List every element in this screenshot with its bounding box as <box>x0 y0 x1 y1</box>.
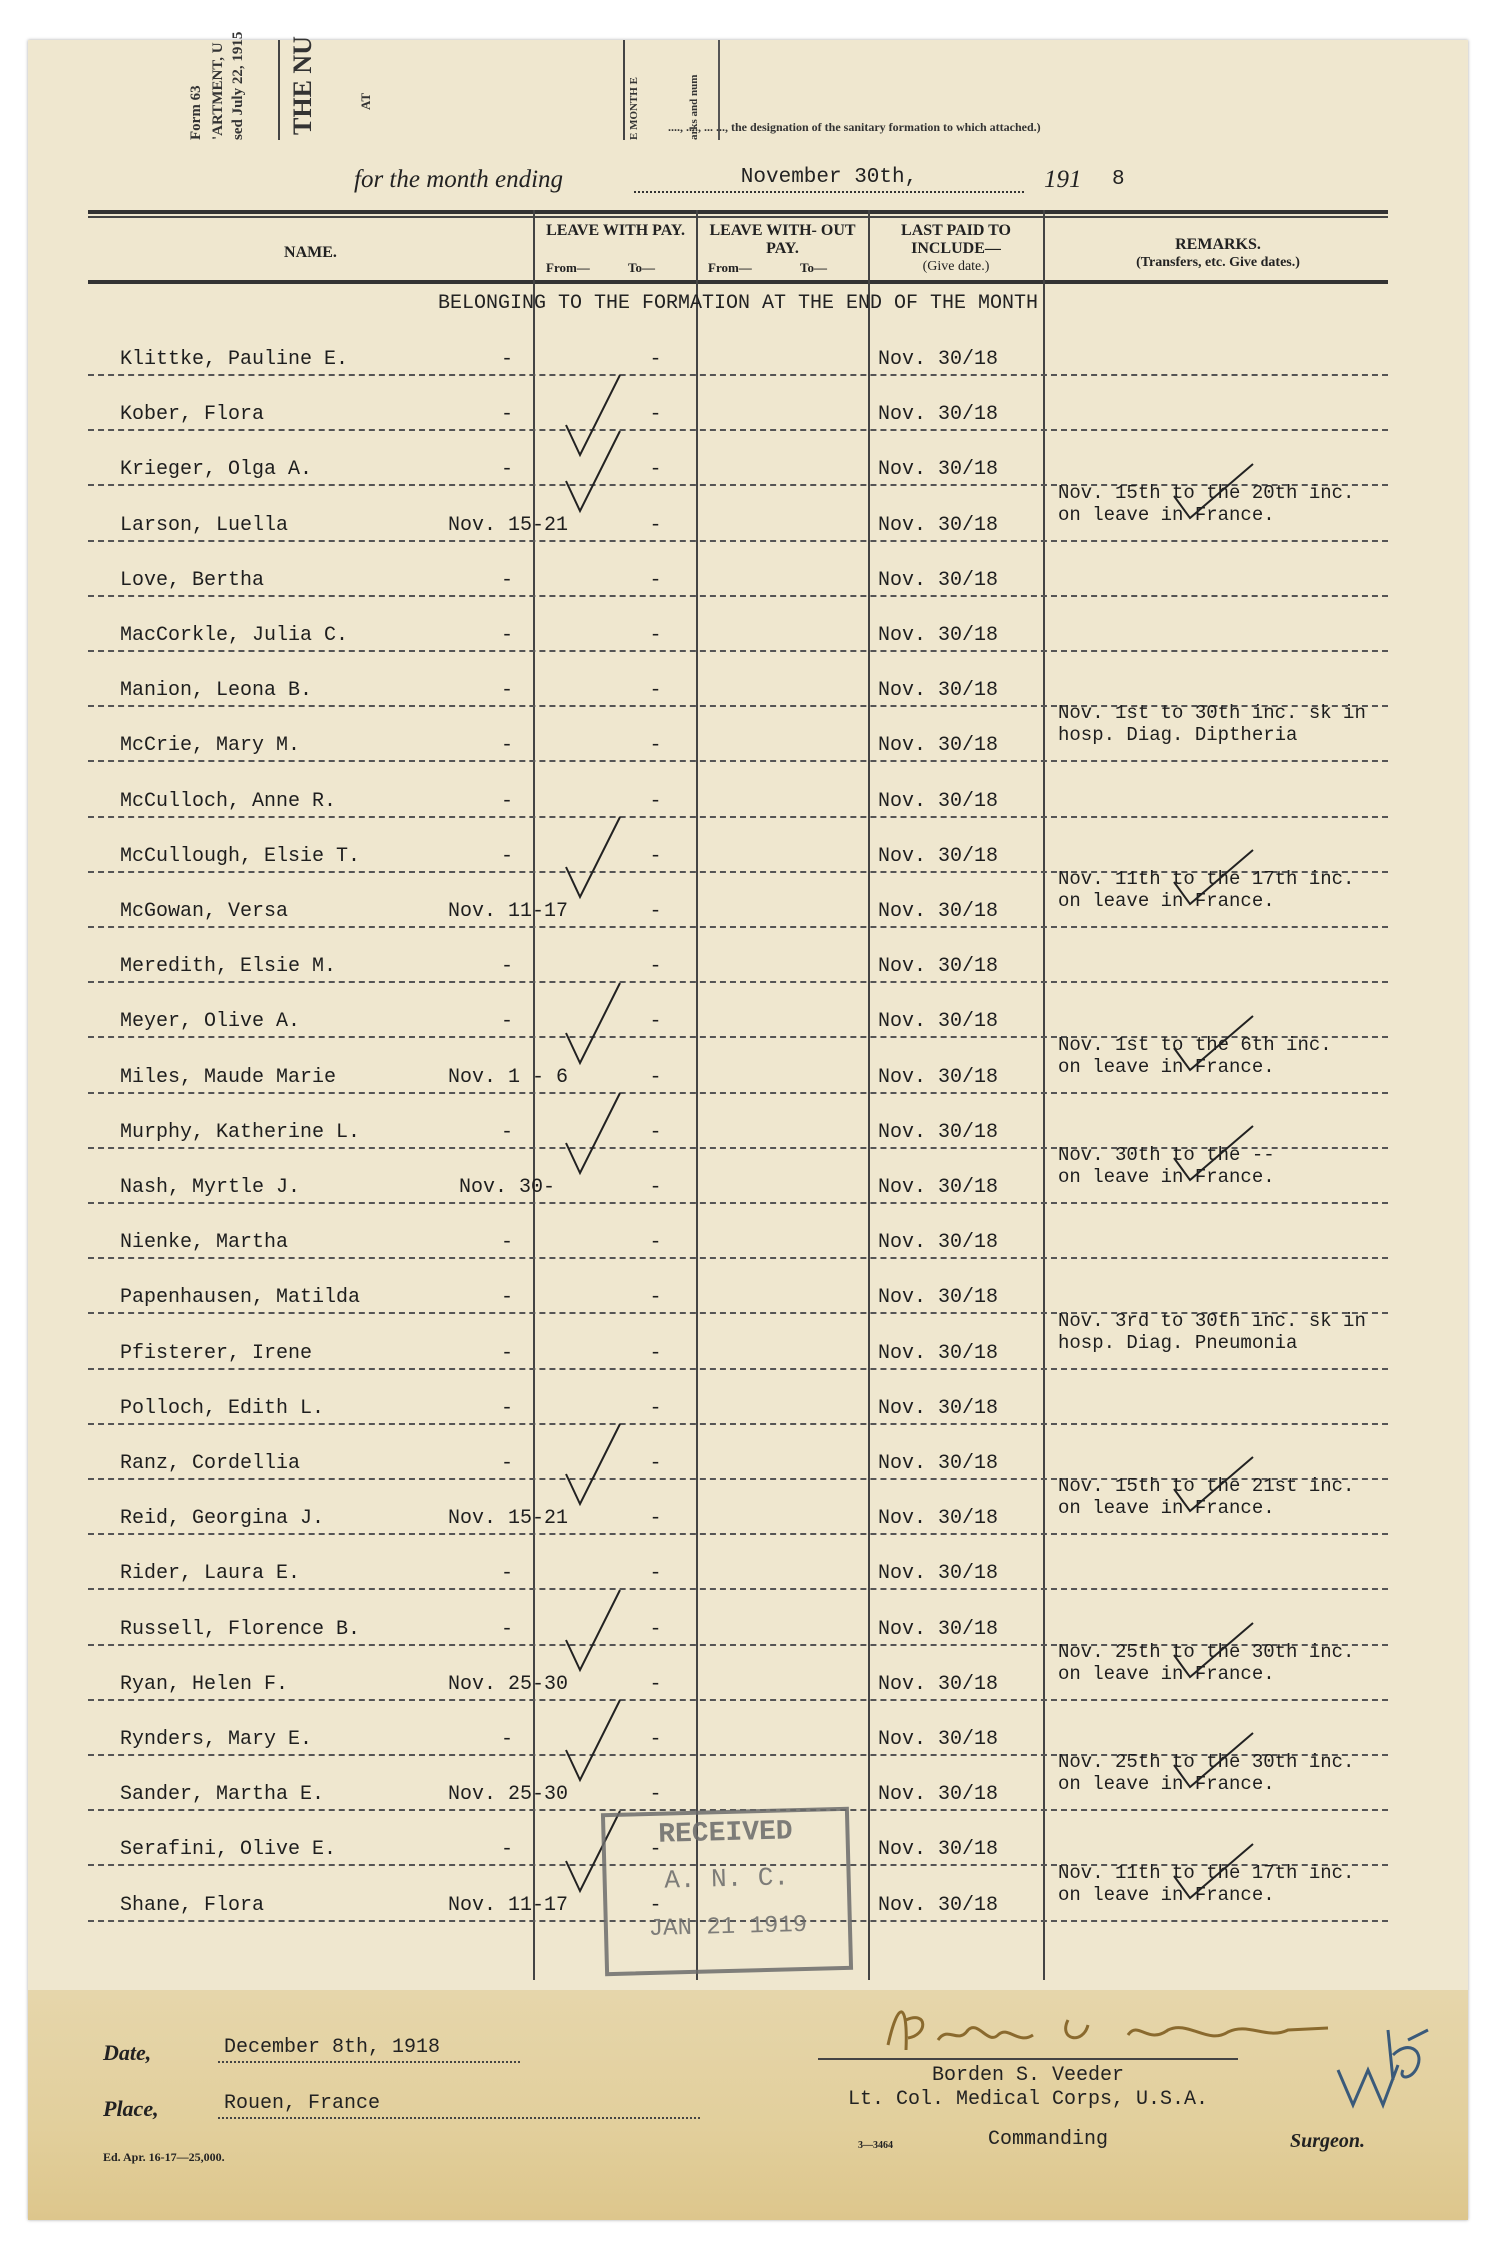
cell-name: Ranz, Cordellia <box>120 1452 301 1475</box>
cell-last-paid: Nov. 30/18 <box>878 789 999 813</box>
cell-leave-without-pay: - <box>649 1783 662 1807</box>
cell-leave-without-pay: - <box>649 1507 662 1531</box>
cell-leave-with-pay: - <box>500 1396 513 1420</box>
form-caption: ...., ...., ... ..., the designation of the sanitary formation to which attached.) <box>668 120 1041 134</box>
cell-leave-with-pay: - <box>500 1010 513 1034</box>
table-row <box>88 1309 1388 1369</box>
cell-last-paid: Nov. 30/18 <box>878 1286 999 1310</box>
cell-leave-with-pay: - <box>500 1341 513 1365</box>
header-name: NAME. <box>284 244 337 261</box>
cell-leave-without-pay: - <box>649 1452 662 1475</box>
cell-leave-with-pay: - <box>500 844 513 868</box>
cell-leave-with-pay: Nov. 1 - 6 <box>448 1065 569 1089</box>
stamp-line-1: RECEIVED <box>657 1816 794 1851</box>
cell-last-paid: Nov. 30/18 <box>878 1617 999 1641</box>
cell-leave-with-pay: - <box>500 1286 513 1310</box>
month-ending-value: November 30th, <box>634 166 1024 193</box>
table-row <box>88 1203 1388 1258</box>
cell-last-paid: Nov. 30/18 <box>878 624 999 647</box>
cell-leave-without-pay: - <box>649 1562 662 1586</box>
year-prefix: 191 <box>1044 166 1082 193</box>
cell-leave-without-pay: - <box>649 1176 662 1199</box>
table-row <box>88 596 1388 651</box>
cell-name: McCulloch, Anne R. <box>120 789 337 813</box>
date-label: Date, <box>103 2040 152 2065</box>
cell-name: Ryan, Helen F. <box>120 1672 289 1696</box>
cell-leave-without-pay: - <box>649 1893 662 1917</box>
cell-leave-with-pay: - <box>500 1120 513 1144</box>
cell-name: McCullough, Elsie T. <box>120 844 361 868</box>
cell-last-paid: Nov. 30/18 <box>878 955 999 979</box>
table-row <box>88 1700 1388 1755</box>
edition-note: Ed. Apr. 16-17—25,000. <box>103 2150 225 2164</box>
month-ending-line <box>354 158 1254 198</box>
cell-leave-without-pay: - <box>649 458 662 482</box>
cell-leave-with-pay: - <box>500 568 513 592</box>
cell-last-paid: Nov. 30/18 <box>878 1838 999 1862</box>
cell-leave-with-pay: - <box>500 348 513 371</box>
cell-leave-with-pay: Nov. 25-30 <box>448 1672 569 1696</box>
cell-name: Reid, Georgina J. <box>120 1507 325 1531</box>
table-row <box>88 702 1388 761</box>
stub-divider <box>623 40 625 140</box>
cell-last-paid: Nov. 30/18 <box>878 1065 999 1089</box>
cell-remarks: Nov. 30th to the -- on leave in France. <box>1058 1144 1275 1188</box>
cell-last-paid: Nov. 30/18 <box>878 458 999 482</box>
table-row <box>88 1534 1388 1589</box>
cell-name: Polloch, Edith L. <box>120 1396 325 1420</box>
cell-leave-without-pay: - <box>649 1838 662 1862</box>
form-number: 3—3464 <box>858 2140 893 2151</box>
cell-name: Larson, Luella <box>120 513 289 537</box>
section-title: BELONGING TO THE FORMATION AT THE END OF THE MONTH <box>437 292 1039 315</box>
cell-name: Miles, Maude Marie <box>120 1065 337 1089</box>
cell-last-paid: Nov. 30/18 <box>878 1341 999 1365</box>
date-value: December 8th, 1918 <box>218 2036 520 2063</box>
cell-last-paid: Nov. 30/18 <box>878 1672 999 1696</box>
stub-revised: sed July 22, 1915 <box>230 31 246 140</box>
personnel-table <box>88 210 1388 1980</box>
cell-leave-with-pay: - <box>500 1562 513 1586</box>
cell-leave-with-pay: - <box>500 789 513 813</box>
stub-title-fragment: THE NU <box>288 36 317 135</box>
signer-title: Lt. Col. Medical Corps, U.S.A. <box>847 2088 1209 2111</box>
stub-form-number: Form 63 <box>188 85 204 140</box>
document-page <box>28 31 1468 2220</box>
table-row <box>88 927 1388 982</box>
cell-last-paid: Nov. 30/18 <box>878 1396 999 1420</box>
cell-leave-with-pay: Nov. 25-30 <box>448 1783 569 1807</box>
role-commanding: Commanding <box>987 2128 1109 2151</box>
table-top-rule-inner <box>88 216 1388 218</box>
cell-leave-with-pay: Nov. 30- <box>458 1176 555 1199</box>
cell-last-paid: Nov. 30/18 <box>878 1507 999 1531</box>
cell-leave-with-pay: - <box>500 679 513 703</box>
cell-leave-without-pay: - <box>649 734 662 758</box>
cell-last-paid: Nov. 30/18 <box>878 1010 999 1034</box>
table-row <box>88 481 1388 541</box>
cell-leave-without-pay: - <box>649 789 662 813</box>
received-stamp <box>601 1807 853 1976</box>
subheader-from: From— <box>546 260 590 275</box>
cell-last-paid: Nov. 30/18 <box>878 844 999 868</box>
stamp-line-2: A. N. C. <box>663 1862 790 1896</box>
cell-last-paid: Nov. 30/18 <box>878 403 999 427</box>
cell-last-paid: Nov. 30/18 <box>878 1562 999 1586</box>
role-surgeon: Surgeon. <box>1290 2130 1366 2152</box>
signer-name: Borden S. Veeder <box>818 2058 1238 2087</box>
cell-remarks: Nov. 3rd to 30th inc. sk in hosp. Diag. Pneumonia <box>1058 1309 1366 1354</box>
table-row <box>88 982 1388 1037</box>
header-last-paid-note: (Give date.) <box>922 259 990 274</box>
subheader-from: From— <box>708 260 752 275</box>
stub-month: E MONTH E <box>628 77 640 140</box>
month-ending-label: for the month ending <box>354 166 564 193</box>
cell-leave-without-pay: - <box>649 844 662 868</box>
cell-leave-without-pay: - <box>649 1231 662 1255</box>
stub-department: 'ARTMENT, U <box>210 42 226 140</box>
cell-leave-without-pay: - <box>649 1010 662 1034</box>
cell-name: McCrie, Mary M. <box>120 734 301 758</box>
cell-name: Krieger, Olga A. <box>120 458 313 482</box>
cell-name: Nash, Myrtle J. <box>120 1176 301 1199</box>
form-stub <box>188 31 720 140</box>
table-row <box>88 1424 1388 1479</box>
cell-leave-without-pay: - <box>649 1672 662 1696</box>
cell-leave-without-pay: - <box>649 1341 662 1365</box>
table-row <box>88 1640 1388 1700</box>
cell-last-paid: Nov. 30/18 <box>878 1783 999 1807</box>
cell-name: Meyer, Olive A. <box>120 1010 301 1034</box>
footer-band <box>28 1990 1468 2220</box>
cell-leave-with-pay: - <box>500 458 513 482</box>
cell-last-paid: Nov. 30/18 <box>878 734 999 758</box>
cell-leave-with-pay: - <box>500 1838 513 1862</box>
cell-leave-without-pay: - <box>649 1286 662 1310</box>
cell-last-paid: Nov. 30/18 <box>878 1120 999 1144</box>
cell-leave-with-pay: Nov. 11-17 <box>448 900 569 923</box>
stub-at: AT <box>358 92 373 110</box>
cell-leave-without-pay: - <box>649 1728 662 1751</box>
cell-leave-without-pay: - <box>649 568 662 592</box>
cell-last-paid: Nov. 30/18 <box>878 900 999 923</box>
cell-leave-without-pay: - <box>649 403 662 427</box>
cell-leave-without-pay: - <box>649 624 662 647</box>
table-row <box>88 817 1388 872</box>
cell-name: Love, Bertha <box>120 568 265 592</box>
cell-leave-without-pay: - <box>649 1065 662 1089</box>
cell-leave-without-pay: - <box>649 679 662 703</box>
cell-leave-with-pay: - <box>500 1231 513 1255</box>
cell-remarks: Nov. 1st to 30th inc. sk in hosp. Diag. Diptheria <box>1058 702 1366 747</box>
cell-leave-without-pay: - <box>649 348 662 371</box>
place-label: Place, <box>103 2096 159 2121</box>
cell-last-paid: Nov. 30/18 <box>878 1728 999 1751</box>
cell-name: MacCorkle, Julia C. <box>120 624 349 647</box>
cell-leave-without-pay: - <box>649 900 662 923</box>
cell-leave-without-pay: - <box>649 955 662 979</box>
cell-last-paid: Nov. 30/18 <box>878 679 999 703</box>
cell-name: Murphy, Katherine L. <box>120 1120 361 1144</box>
cell-remarks: Nov. 25th to the 30th inc. on leave in France. <box>1058 1640 1355 1685</box>
cell-leave-with-pay: Nov. 11-17 <box>448 1893 569 1917</box>
cell-leave-with-pay: - <box>500 624 513 647</box>
header-remarks: REMARKS. <box>1175 236 1261 253</box>
cell-name: Rynders, Mary E. <box>120 1728 313 1751</box>
cell-name: Kober, Flora <box>120 403 265 427</box>
table-row <box>88 430 1388 485</box>
place-value: Rouen, France <box>218 2092 700 2119</box>
cell-leave-with-pay: Nov. 15-21 <box>448 1507 569 1531</box>
table-row <box>88 651 1388 706</box>
cell-name: Nienke, Martha <box>120 1231 289 1255</box>
cell-name: Sander, Martha E. <box>120 1783 325 1807</box>
table-row <box>88 868 1388 927</box>
table-row <box>88 1475 1388 1534</box>
cell-name: Russell, Florence B. <box>120 1617 361 1641</box>
cell-leave-with-pay: - <box>500 403 513 427</box>
cell-leave-with-pay: - <box>500 1728 513 1751</box>
cell-name: Manion, Leona B. <box>120 679 313 703</box>
table-row <box>88 1033 1388 1093</box>
header-bottom-rule <box>88 280 1388 284</box>
subheader-to: To— <box>628 260 655 275</box>
table-row <box>88 1258 1388 1313</box>
header-remarks-note: (Transfers, etc. Give dates.) <box>1136 255 1300 270</box>
table-row <box>88 375 1388 430</box>
cell-last-paid: Nov. 30/18 <box>878 513 999 537</box>
cell-name: Rider, Laura E. <box>120 1562 301 1586</box>
cell-remarks: Nov. 11th to the 17th inc. on leave in France. <box>1058 1861 1355 1906</box>
cell-name: Klittke, Pauline E. <box>120 348 349 371</box>
cell-leave-with-pay: - <box>500 1452 513 1475</box>
table-row <box>88 320 1388 375</box>
cell-leave-without-pay: - <box>649 1396 662 1420</box>
table-row <box>88 1144 1388 1203</box>
cell-leave-without-pay: - <box>649 1617 662 1641</box>
year-suffix: 8 <box>1112 168 1125 191</box>
cell-remarks: Nov. 15th to the 20th inc. on leave in France. <box>1058 481 1355 526</box>
stamp-line-3: JAN 21 1919 <box>648 1911 808 1944</box>
table-row <box>88 1093 1388 1148</box>
cell-remarks: Nov. 15th to the 21st inc. on leave in France. <box>1058 1475 1355 1520</box>
initials-graphic <box>1328 2010 1438 2120</box>
cell-remarks: Nov. 25th to the 30th inc. on leave in France. <box>1058 1751 1355 1796</box>
cell-leave-without-pay: - <box>649 513 662 537</box>
cell-name: Pfisterer, Irene <box>120 1341 313 1365</box>
cell-leave-with-pay: - <box>500 1617 513 1641</box>
cell-remarks: Nov. 1st to the 6th inc. on leave in France. <box>1058 1033 1332 1078</box>
cell-leave-with-pay: - <box>500 734 513 758</box>
stub-divider <box>278 40 280 140</box>
cell-last-paid: Nov. 30/18 <box>878 1452 999 1475</box>
stub-marks: arks and num <box>688 74 700 140</box>
cell-leave-with-pay: - <box>500 955 513 979</box>
cell-remarks: Nov. 11th to the 17th inc. on leave in France. <box>1058 868 1355 912</box>
table-top-rule <box>88 210 1388 214</box>
header-last-paid: LAST PAID TO INCLUDE— <box>901 222 1011 257</box>
cell-name: McGowan, Versa <box>120 900 289 923</box>
cell-name: Papenhausen, Matilda <box>120 1286 361 1310</box>
cell-leave-without-pay: - <box>649 1120 662 1144</box>
table-row <box>88 762 1388 817</box>
table-row <box>88 541 1388 596</box>
cell-last-paid: Nov. 30/18 <box>878 1231 999 1255</box>
cell-name: Shane, Flora <box>120 1893 265 1917</box>
cell-last-paid: Nov. 30/18 <box>878 1893 999 1917</box>
cell-name: Meredith, Elsie M. <box>120 955 337 979</box>
cell-name: Serafini, Olive E. <box>120 1838 337 1862</box>
header-leave-without-pay: LEAVE WITH- OUT PAY. <box>709 222 856 257</box>
cell-leave-with-pay: Nov. 15-21 <box>448 513 569 537</box>
table-row <box>88 1369 1388 1424</box>
subheader-to: To— <box>800 260 827 275</box>
cell-last-paid: Nov. 30/18 <box>878 348 999 371</box>
cell-last-paid: Nov. 30/18 <box>878 1176 999 1199</box>
table-row <box>88 1751 1388 1810</box>
cell-last-paid: Nov. 30/18 <box>878 568 999 592</box>
header-leave-with-pay: LEAVE WITH PAY. <box>546 222 685 239</box>
table-row <box>88 1590 1388 1645</box>
